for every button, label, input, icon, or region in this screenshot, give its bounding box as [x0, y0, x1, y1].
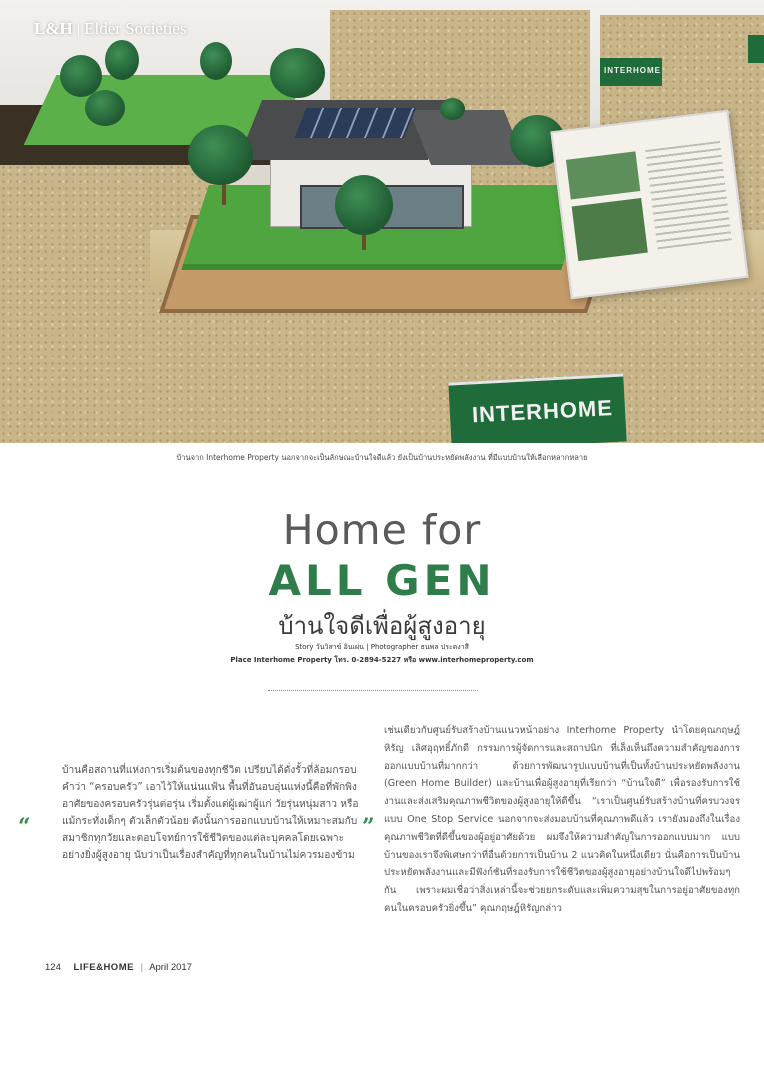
- issue-date: April 2017: [149, 962, 192, 973]
- headline-line1: Home for: [282, 506, 482, 554]
- model-tree: [85, 90, 125, 126]
- close-quote-mark: ”: [362, 814, 375, 840]
- model-tree: [270, 48, 325, 98]
- model-tree: [200, 42, 232, 80]
- headline-thai: บ้านใจดีเพื่อผู้สูงอายุ: [278, 612, 486, 640]
- section-abbr: L&H: [34, 19, 73, 38]
- credits-place: Place Interhome Property โทร. 0-2894-5227 หรือ www.interhomeproperty.com: [230, 656, 534, 664]
- solar-panels: [294, 108, 416, 138]
- hero-photo: [0, 0, 764, 443]
- model-tree: [335, 175, 393, 235]
- footer-separator: |: [140, 962, 144, 973]
- body-paragraph: เช่นเดียวกับศูนย์รับสร้างบ้านแนวหน้าอย่าง Interhome Property นำโดยคุณกฤษฎ์หิรัญ เลิศอุฤทธิ์ภักดี กรรมการผู้จัดการและสถาปนิก ที่เล็งเห็นถึงความสำคัญของการออกแบบบ้านที่มากกว่า ด้วยการพัฒนารูปแบบบ้านที่เป็นทั้งบ้านประหยัดพลังงาน (Green Home Builder) และบ้านเพื่อผู้สูงอายุที่เรียกว่า “บ้านใจดี” เพื่อรองรับการใช้งานและส่งเสริมคุณภาพชีวิตของผู้สูงอายุให้ดีขึ้น “เราเป็นศูนย์รับสร้างบ้านที่ครบวงจรแบบ One Stop Service นอกจากจะส่งมอบบ้านที่คุณภาพดีแล้ว เรายังมองถึงในเรื่องคุณภาพชีวิตที่ดีขึ้นของผู้อยู่อาศัยด้วย ผมจึงให้ความสำคัญในการออกแบบมาก แบบบ้านของเราจึงพิเศษกว่าที่อื่นด้วยการเป็นบ้าน 2 แนวคิดในหนึ่งเดียว นั่นคือการเป็นบ้านประหยัดพลังงานและมีฟังก์ชันที่รองรับการใช้ชีวิตของผู้สูงอายุอย่างบ้านใจดีไปพร้อมๆ กัน เพราะผมเชื่อว่าสิ่งเหล่านี้จะช่วยยกระดับและเพิ่มความสุขในการอยู่อาศัยของทุกคนในครอบครัวยิ่งขึ้น” คุณกฤษฎ์หิรัญกล่าว: [384, 725, 740, 914]
- right-pedestal-sign: [748, 35, 764, 63]
- section-name: Elder Societies: [84, 19, 187, 38]
- model-tree: [440, 98, 465, 120]
- photo-caption: บ้านจาก Interhome Property นอกจากจะเป็นลักษณะบ้านใจดีแล้ว ยังเป็นบ้านประหยัดพลังงาน ที่มีแบบบ้านให้เลือกหลากหลาย: [176, 453, 588, 462]
- headline-line2: ALL GEN: [268, 556, 496, 605]
- model-tree: [188, 125, 253, 185]
- main-sign-text: INTERHOME: [471, 395, 614, 428]
- back-pedestal-sign: [600, 58, 662, 86]
- dotted-divider: [268, 690, 478, 691]
- credits: [0, 641, 764, 667]
- main-pedestal-sign: [448, 373, 626, 443]
- credits-story-photographer: Story วันวิสาข์ อินเผ่น | Photographer ธนพล ประดงาสี: [295, 643, 469, 651]
- section-tag: [34, 19, 187, 39]
- back-sign-text: INTERHOME: [604, 66, 661, 75]
- lead-paragraph: บ้านคือสถานที่แห่งการเริ่มต้นของทุกชีวิต เปรียบได้ดั่งรั้วที่ล้อมกรอบคำว่า “ครอบครัว” เอาไว้ให้แน่นแฟ้น พื้นที่อันอบอุ่นแห่งนี้คือที่พักพิงอาศัยของครอบครัวรุ่นต่อรุ่น เริ่มตั้งแต่ผู้เฒ่าผู้แก่ วัยรุ่นหนุ่มสาว หรือแม้กระทั่งเด็กๆ ตัวเล็กตัวน้อย ดังนั้นการออกแบบบ้านให้เหมาะสมกับสมาชิกทุกวัยและตอบโจทย์การใช้ชีวิตของแต่ละบุคคลโดยเฉพาะอย่างยิ่งผู้สูงอายุ นับว่าเป็นเรื่องสำคัญที่ทุกคนในบ้านไม่ควรมองข้าม: [62, 765, 359, 861]
- page-footer: [45, 962, 192, 973]
- section-separator: |: [76, 19, 81, 38]
- open-quote-mark: “: [18, 814, 31, 840]
- model-tree: [105, 40, 139, 80]
- brochure-stand: [550, 110, 748, 300]
- page-number: 124: [45, 962, 61, 973]
- magazine-name: LIFE&HOME: [73, 962, 134, 973]
